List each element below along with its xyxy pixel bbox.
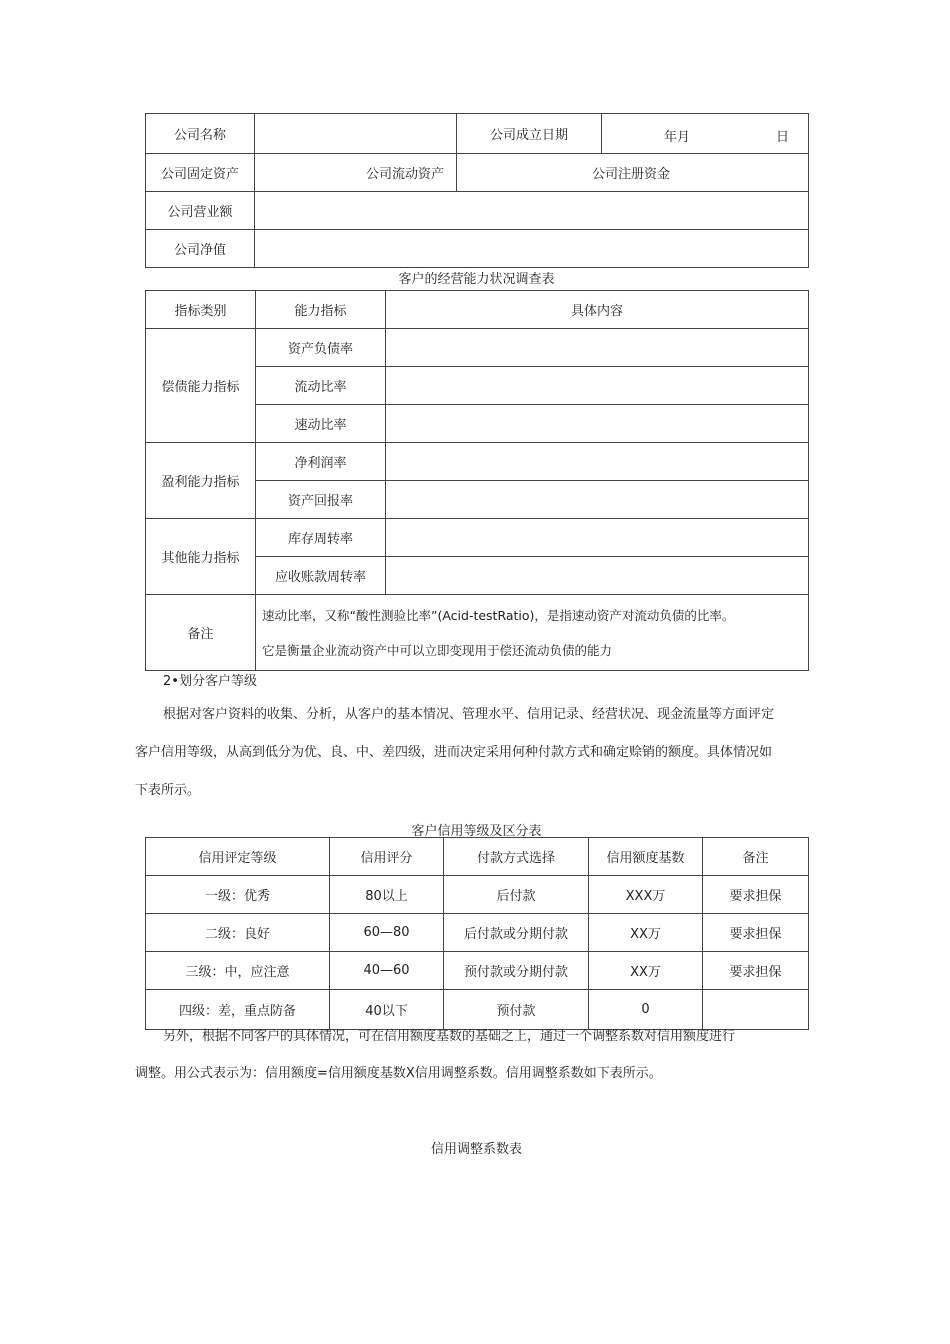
header-limit: 信用额度基数 xyxy=(589,838,703,876)
score-cell: 40以下 xyxy=(330,990,444,1030)
table-row xyxy=(146,876,809,914)
company-info-table xyxy=(145,113,809,268)
indicator-cell: 资产负债率 xyxy=(256,329,386,367)
content-cell xyxy=(386,557,809,595)
score-cell: 80以上 xyxy=(330,876,444,914)
header-remark: 备注 xyxy=(703,838,809,876)
score-cell: 40—60 xyxy=(330,952,444,990)
payment-cell: 后付款或分期付款 xyxy=(444,914,589,952)
limit-cell: XXX万 xyxy=(589,876,703,914)
remark-cell: 要求担保 xyxy=(703,952,809,990)
indicator-cell: 速动比率 xyxy=(256,405,386,443)
paragraph-line-2: 客户信用等级，从高到低分为优、良、中、差四级，进而决定采用何种付款方式和确定赊销的额度。具体情况如 xyxy=(135,745,773,760)
payment-cell: 预付款 xyxy=(444,990,589,1030)
grade-cell: 二级：良好 xyxy=(146,914,330,952)
payment-cell: 后付款 xyxy=(444,876,589,914)
paragraph-line-1: 根据对客户资料的收集、分析，从客户的基本情况、管理水平、信用记录、经营状况、现金流量等方面评定 xyxy=(163,707,775,722)
header-payment: 付款方式选择 xyxy=(444,838,589,876)
remark-content xyxy=(256,595,809,671)
category-solvency: 偿债能力指标 xyxy=(146,329,256,443)
indicator-cell: 净利润率 xyxy=(256,443,386,481)
paragraph-line-3: 下表所示。 xyxy=(135,783,201,798)
revenue-label: 公司营业额 xyxy=(146,192,255,230)
remark-cell: 要求担保 xyxy=(703,914,809,952)
net-worth-value xyxy=(255,230,809,268)
limit-cell: 0 xyxy=(589,990,703,1030)
company-name-label: 公司名称 xyxy=(146,114,255,154)
grade-cell: 三级：中，应注意 xyxy=(146,952,330,990)
remark-line-2: 它是衡量企业流动资产中可以立即变现用于偿还流动负债的能力 xyxy=(262,642,613,658)
table-row xyxy=(146,990,809,1030)
header-score: 信用评分 xyxy=(330,838,444,876)
indicator-cell: 库存周转率 xyxy=(256,519,386,557)
content-cell xyxy=(386,519,809,557)
revenue-value xyxy=(255,192,809,230)
net-worth-label: 公司净值 xyxy=(146,230,255,268)
table-row xyxy=(146,952,809,990)
remark-cell xyxy=(703,990,809,1030)
section-heading: 2•划分客户等级 xyxy=(163,674,257,689)
header-category: 指标类别 xyxy=(146,291,256,329)
remark-label: 备注 xyxy=(146,595,256,671)
content-cell xyxy=(386,481,809,519)
adjust-line-2: 调整。用公式表示为：信用额度=信用额度基数X信用调整系数。信用调整系数如下表所示。 xyxy=(135,1066,662,1081)
fixed-assets-label: 公司固定资产 xyxy=(146,154,255,192)
credit-table-title: 客户信用等级及区分表 xyxy=(411,824,542,839)
header-grade: 信用评定等级 xyxy=(146,838,330,876)
adjust-table-title: 信用调整系数表 xyxy=(430,1142,522,1157)
ability-survey-table xyxy=(145,290,809,671)
content-cell xyxy=(386,405,809,443)
category-profitability: 盈利能力指标 xyxy=(146,443,256,519)
limit-cell: XX万 xyxy=(589,952,703,990)
score-cell: 60—80 xyxy=(330,914,444,952)
date-month-label: 年月 xyxy=(664,130,691,145)
company-name-value xyxy=(255,114,457,154)
current-assets-label: 公司流动资产 xyxy=(255,154,457,192)
indicator-cell: 应收账款周转率 xyxy=(256,557,386,595)
content-cell xyxy=(386,367,809,405)
remark-cell: 要求担保 xyxy=(703,876,809,914)
table-row xyxy=(146,914,809,952)
payment-cell: 预付款或分期付款 xyxy=(444,952,589,990)
adjust-line-1: 另外，根据不同客户的具体情况，可在信用额度基数的基础之上，通过一个调整系数对信用额度进行 xyxy=(163,1029,736,1044)
registered-capital-label: 公司注册资金 xyxy=(457,154,809,192)
grade-cell: 一级：优秀 xyxy=(146,876,330,914)
grade-cell: 四级：差，重点防备 xyxy=(146,990,330,1030)
founded-date-label: 公司成立日期 xyxy=(457,114,602,154)
limit-cell: XX万 xyxy=(589,914,703,952)
remark-line-1: 速动比率，又称“酸性测验比率”(Acid-testRatio)，是指速动资产对流动负债的比率。 xyxy=(262,607,735,623)
ability-table-title: 客户的经营能力状况调查表 xyxy=(398,272,555,287)
header-indicator: 能力指标 xyxy=(256,291,386,329)
category-other: 其他能力指标 xyxy=(146,519,256,595)
date-day-label: 日 xyxy=(776,130,790,145)
founded-date-value xyxy=(602,114,809,154)
header-content: 具体内容 xyxy=(386,291,809,329)
indicator-cell: 流动比率 xyxy=(256,367,386,405)
content-cell xyxy=(386,443,809,481)
indicator-cell: 资产回报率 xyxy=(256,481,386,519)
credit-grade-table xyxy=(145,837,809,1030)
content-cell xyxy=(386,329,809,367)
